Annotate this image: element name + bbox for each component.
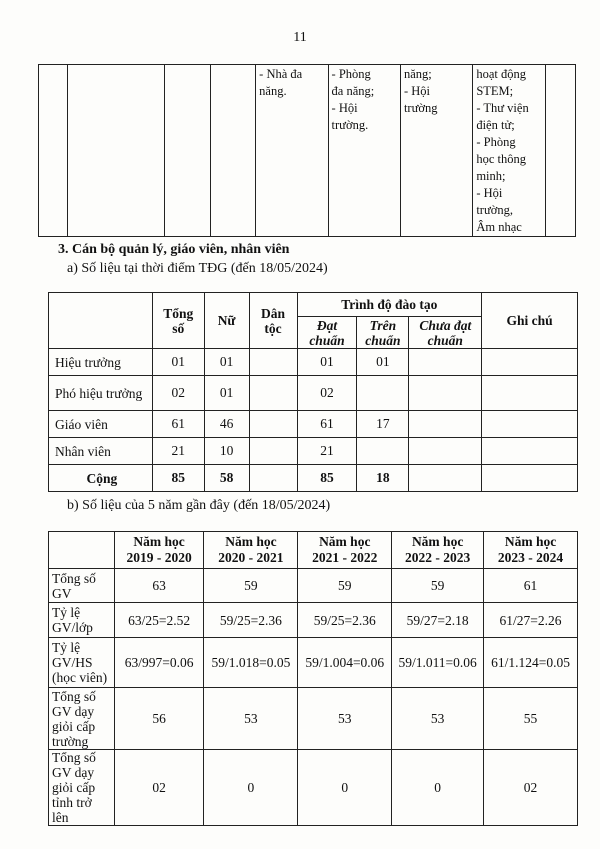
- subsection-a-heading: a) Số liệu tại thời điểm TĐG (đến 18/05/2024): [67, 261, 328, 276]
- cell-facility-col6: - Phòng đa năng; - Hội trường.: [328, 65, 400, 237]
- table-row: Tỷ lệ GV/lớp 63/25=2.52 59/25=2.36 59/25=2.36 59/27=2.18 61/27=2.26: [49, 603, 578, 638]
- header-total: Tổng số: [152, 293, 204, 349]
- page-number: 11: [293, 30, 307, 45]
- table-row: Tổng số GV dạy giỏi cấp trường 56 53 53 53 55: [49, 688, 578, 750]
- header-year: Năm học 2023 - 2024: [484, 532, 578, 569]
- header-year: Năm học 2021 - 2022: [298, 532, 392, 569]
- header-year: Năm học 2022 - 2023: [392, 532, 484, 569]
- cell-empty: [68, 65, 165, 237]
- header-empty: [49, 532, 115, 569]
- header-below-standard: Chưa đạt chuẩn: [409, 317, 482, 349]
- staff-table: [48, 292, 578, 492]
- header-notes: Ghi chú: [482, 293, 578, 349]
- table-row: Giáo viên 61 46 61 17: [49, 411, 578, 438]
- cell-empty: [39, 65, 68, 237]
- header-year: Năm học 2019 - 2020: [114, 532, 204, 569]
- header-empty: [49, 293, 153, 349]
- subsection-b-heading: b) Số liệu của 5 năm gần đây (đến 18/05/2024): [67, 498, 331, 513]
- header-training: Trình độ đào tạo: [297, 293, 482, 317]
- table-row: Hiệu trưởng 01 01 01 01: [49, 349, 578, 376]
- table-row: Tổng số GV 63 59 59 59 61: [49, 569, 578, 603]
- cell-empty: [210, 65, 255, 237]
- cell-empty: [545, 65, 575, 237]
- cell-facility-col8: hoạt động STEM; - Thư viện điện tử; - Phòng học thông minh; - Hội trường, Âm nhạc: [473, 65, 545, 237]
- facilities-table-continuation: [38, 64, 576, 237]
- table-row: Tỷ lệ GV/HS (học viên) 63/997=0.06 59/1.018=0.05 59/1.004=0.06 59/1.011=0.06 61/1.124=0.05: [49, 638, 578, 688]
- header-standard: Đạt chuẩn: [297, 317, 357, 349]
- cell-facility-col5: - Nhà đa năng.: [256, 65, 328, 237]
- header-above-standard: Trên chuẩn: [357, 317, 409, 349]
- section-heading: 3. Cán bộ quản lý, giáo viên, nhân viên: [58, 242, 290, 257]
- header-female: Nữ: [204, 293, 249, 349]
- table-row: Phó hiệu trưởng 02 01 02: [49, 376, 578, 411]
- header-ethnic: Dân tộc: [249, 293, 297, 349]
- table-total-row: Cộng 85 58 85 18: [49, 465, 578, 492]
- cell-empty: [165, 65, 210, 237]
- table-row: Tổng số GV dạy giỏi cấp tỉnh trở lên 02 0 0 0 02: [49, 750, 578, 826]
- header-year: Năm học 2020 - 2021: [204, 532, 298, 569]
- table-row: Nhân viên 21 10 21: [49, 438, 578, 465]
- five-year-table: [48, 531, 578, 826]
- cell-facility-col7: năng; - Hội trường: [400, 65, 472, 237]
